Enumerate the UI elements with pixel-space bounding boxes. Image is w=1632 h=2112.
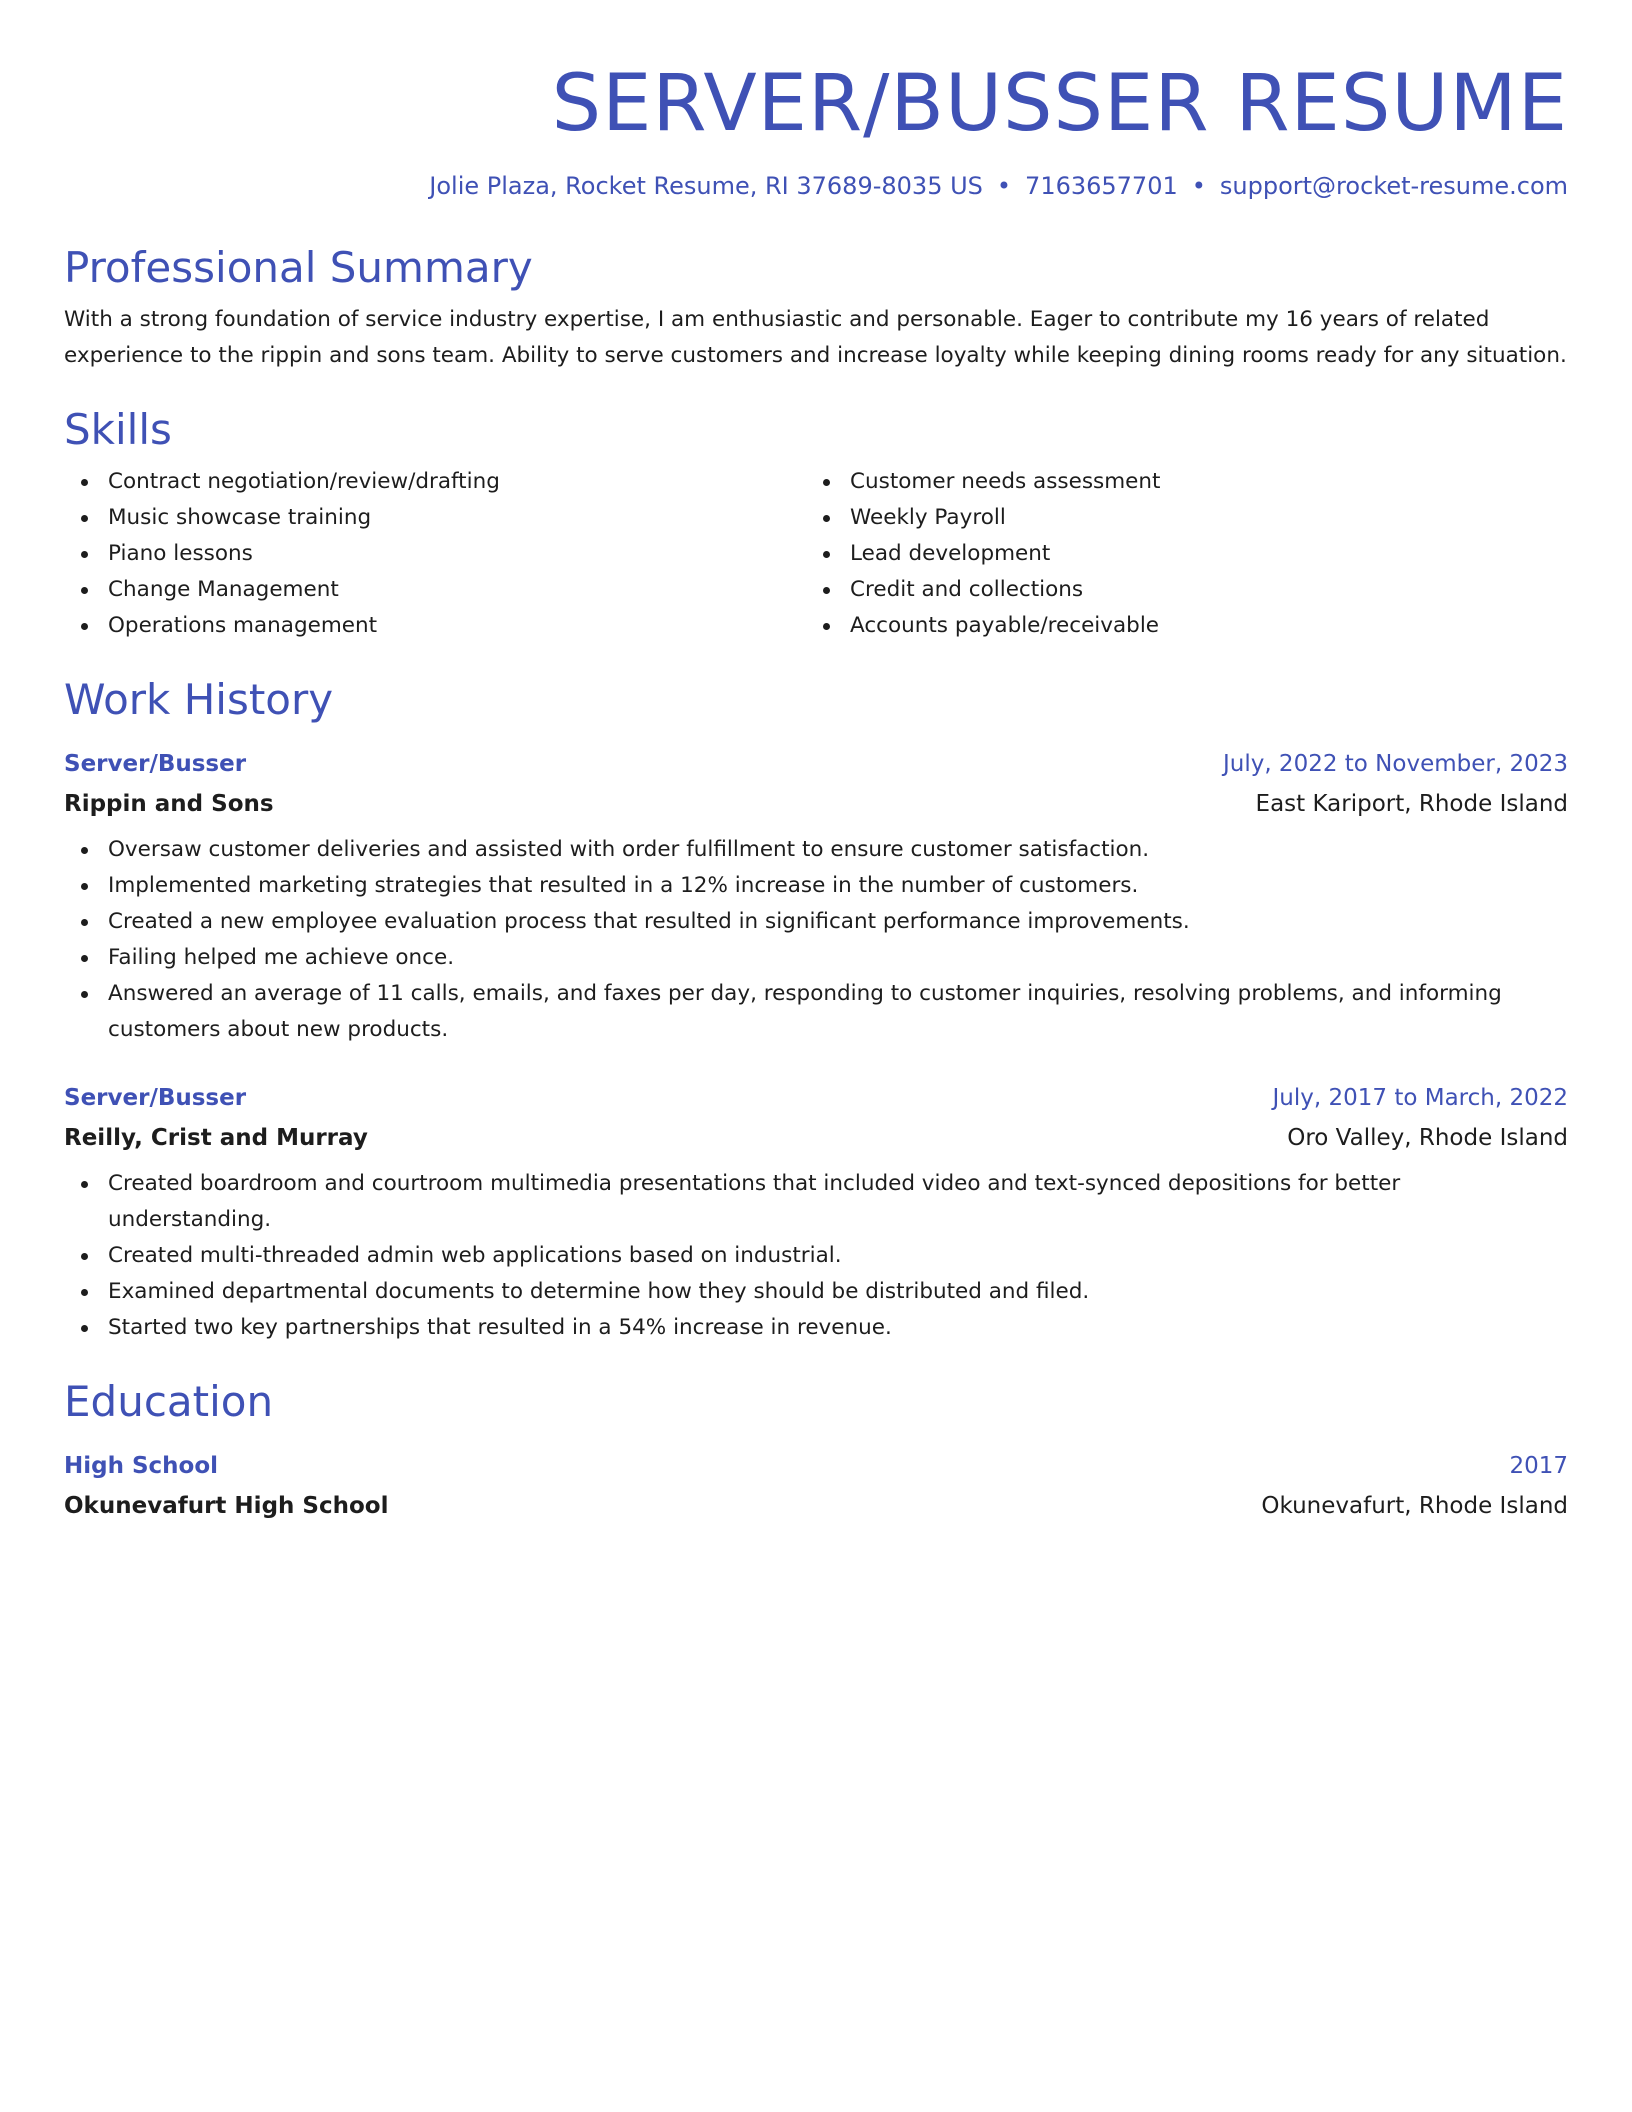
job-location: Oro Valley, Rhode Island — [1287, 1125, 1568, 1151]
job-duties-list — [64, 1166, 1568, 1346]
professional-summary-section — [64, 242, 1568, 374]
job-dates: July, 2017 to March, 2022 — [1272, 1085, 1568, 1111]
section-heading-education: Education — [64, 1377, 274, 1426]
job-duty-item: Created a new employee evaluation process that resulted in significant performance improvements. — [64, 904, 1568, 940]
education-header-row — [64, 1446, 1568, 1486]
skill-item: Accounts payable/receivable — [806, 608, 1548, 644]
skill-item: Piano lessons — [64, 536, 806, 572]
education-year: 2017 — [1509, 1453, 1568, 1479]
skills-section — [64, 404, 1568, 644]
job-company: Reilly, Crist and Murray — [64, 1125, 368, 1151]
education-section — [64, 1376, 1568, 1526]
skill-item: Lead development — [806, 536, 1548, 572]
job-duty-item: Started two key partnerships that resulted in a 54% increase in revenue. — [64, 1310, 1568, 1346]
job-duties-list — [64, 832, 1568, 1048]
section-heading-skills: Skills — [64, 405, 172, 454]
job-location: East Kariport, Rhode Island — [1255, 791, 1568, 817]
skill-item: Contract negotiation/review/drafting — [64, 464, 806, 500]
job-duty-item: Examined departmental documents to determine how they should be distributed and filed. — [64, 1274, 1568, 1310]
job-duty-item: Created boardroom and courtroom multimedia presentations that included video and text-synced depositions for better understanding. — [64, 1166, 1568, 1238]
skills-column-right — [806, 464, 1548, 644]
section-heading-work-history: Work History — [64, 675, 334, 724]
contact-email: support@rocket-resume.com — [1219, 172, 1568, 200]
job-duty-item: Created multi-threaded admin web applications based on industrial. — [64, 1238, 1568, 1274]
skills-list-left — [64, 464, 806, 644]
job-entry — [64, 744, 1568, 1048]
contact-address: Jolie Plaza, Rocket Resume, RI 37689-8035 US — [429, 172, 983, 200]
skills-list-right — [806, 464, 1548, 644]
education-degree: High School — [64, 1453, 219, 1479]
job-header-row — [64, 744, 1568, 784]
resume-page — [64, 0, 1568, 1526]
skill-item: Credit and collections — [806, 572, 1548, 608]
skill-item: Weekly Payroll — [806, 500, 1548, 536]
job-header-row — [64, 1078, 1568, 1118]
job-duty-item: Oversaw customer deliveries and assisted with order fulfillment to ensure customer satisfaction. — [64, 832, 1568, 868]
section-heading-summary: Professional Summary — [64, 243, 533, 292]
job-duty-item: Answered an average of 11 calls, emails, and faxes per day, responding to customer inquiries, resolving problems, and informing customers about new products. — [64, 976, 1568, 1048]
education-school-row — [64, 1486, 1568, 1526]
job-title: Server/Busser — [64, 751, 247, 777]
job-duty-item: Failing helped me achieve once. — [64, 940, 1568, 976]
skill-item: Customer needs assessment — [806, 464, 1548, 500]
contact-line — [64, 170, 1568, 202]
job-dates: July, 2022 to November, 2023 — [1222, 751, 1568, 777]
skill-item: Music showcase training — [64, 500, 806, 536]
skills-column-left — [64, 464, 806, 644]
education-entry — [64, 1446, 1568, 1526]
job-duty-item: Implemented marketing strategies that resulted in a 12% increase in the number of customers. — [64, 868, 1568, 904]
work-history-section — [64, 674, 1568, 1346]
job-employer-row — [64, 784, 1568, 824]
contact-separator: • — [996, 172, 1012, 200]
contact-separator: • — [1191, 172, 1206, 200]
job-employer-row — [64, 1118, 1568, 1158]
skills-grid — [64, 464, 1568, 644]
contact-phone: 7163657701 — [1025, 172, 1178, 200]
resume-header — [64, 0, 1568, 202]
summary-text: With a strong foundation of service industry expertise, I am enthusiastic and personable. Eager to contribute my 16 years of related experience to the rippin and sons team. Ability to serve customers and increase loyalty while keeping dining rooms ready for any situation. — [64, 307, 1567, 368]
skill-item: Change Management — [64, 572, 806, 608]
education-location: Okunevafurt, Rhode Island — [1261, 1493, 1568, 1519]
job-entry — [64, 1078, 1568, 1346]
job-company: Rippin and Sons — [64, 791, 274, 817]
education-school: Okunevafurt High School — [64, 1493, 389, 1519]
skill-item: Operations management — [64, 608, 806, 644]
resume-title: SERVER/BUSSER RESUME — [551, 59, 1568, 149]
job-title: Server/Busser — [64, 1085, 247, 1111]
